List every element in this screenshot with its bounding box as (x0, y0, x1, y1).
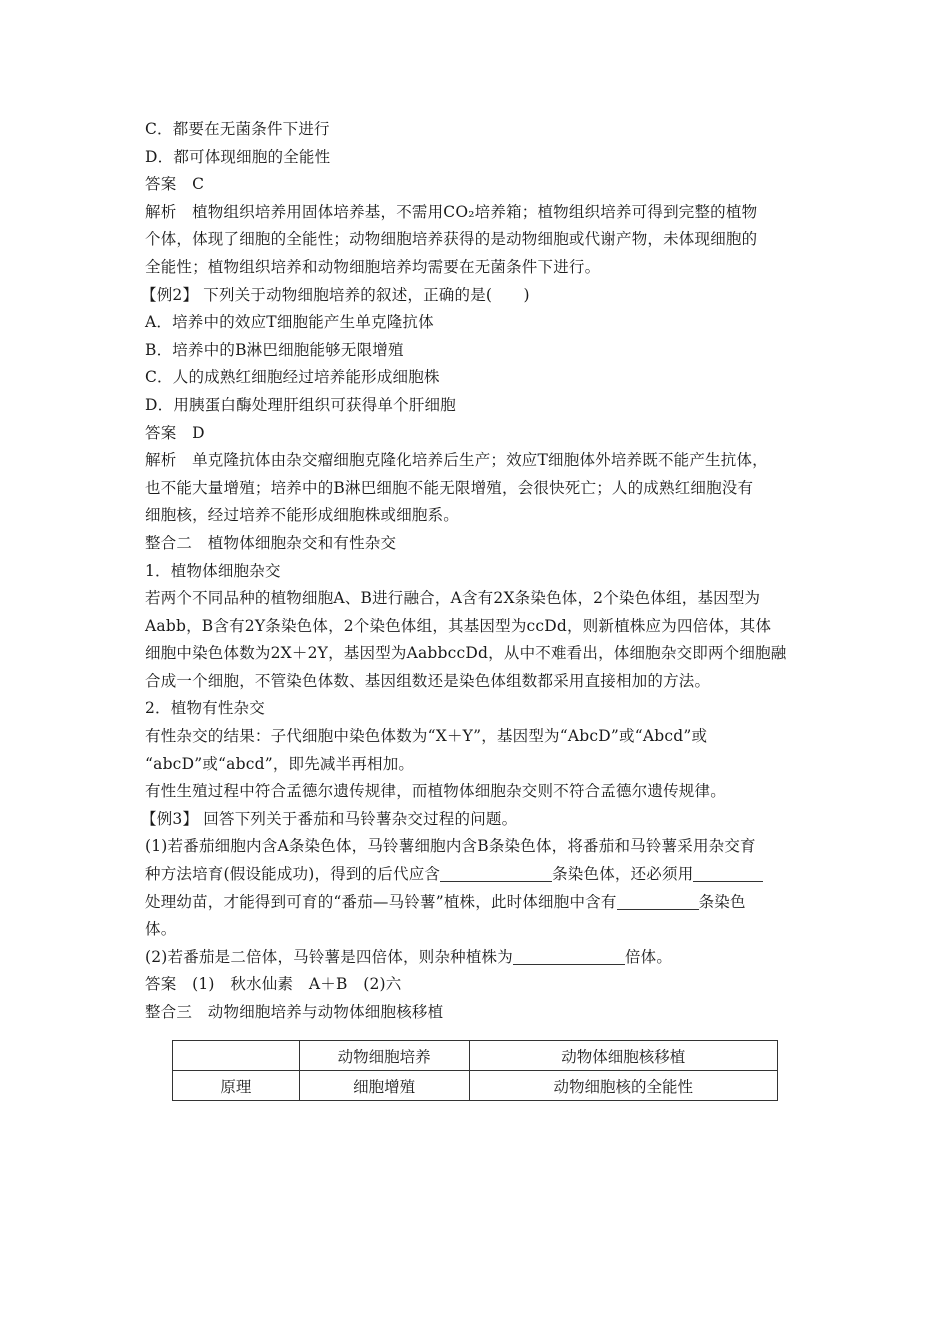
answer-1: 答案 C (145, 175, 205, 194)
comparison-table (172, 1040, 778, 1101)
sexual-hybrid-line2: “abcD”或“abcd”，即先减半再相加。 (145, 754, 415, 773)
example-3-part1-line4: 体。 (145, 920, 177, 939)
analysis-1-line2: 个体，体现了细胞的全能性；动物细胞培养获得的是动物细胞或代谢产物，未体现细胞的 (145, 230, 758, 249)
subsection-2-heading: 2．植物有性杂交 (145, 699, 265, 718)
table-cell: 细胞增殖 (299, 1071, 469, 1101)
answer-blank-2 (693, 863, 763, 882)
table-header-row (173, 1041, 778, 1071)
answer-blank-1 (440, 863, 552, 882)
analysis-1-line3: 全能性；植物组织培养和动物细胞培养均需要在无菌条件下进行。 (145, 257, 601, 276)
somatic-hybrid-line4: 合成一个细胞，不管染色体数、基因组数还是染色体组数都采用直接相加的方法。 (145, 671, 711, 690)
somatic-hybrid-line3: 细胞中染色体数为2X＋2Y，基因型为AabbccDd，从中不难看出，体细胞杂交即两个细胞融 (145, 644, 787, 663)
analysis-2-line3: 细胞核，经过培养不能形成细胞株或细胞系。 (145, 506, 460, 525)
somatic-hybrid-line1: 若两个不同品种的植物细胞A、B进行融合，A含有2X条染色体，2个染色体组，基因型为 (145, 589, 761, 608)
analysis-2-line2: 也不能大量增殖；培养中的B淋巴细胞不能无限增殖，会很快死亡；人的成熟红细胞没有 (145, 478, 754, 497)
example-2-option-a: A．培养中的效应T细胞能产生单克隆抗体 (145, 313, 434, 332)
example-3-part1-line3: 处理幼苗，才能得到可育的“番茄—马铃薯”植株，此时体细胞中含有 条染色 (145, 892, 746, 911)
sexual-hybrid-line3: 有性生殖过程中符合孟德尔遗传规律，而植物体细胞杂交则不符合孟德尔遗传规律。 (145, 782, 726, 801)
option-d: D．都可体现细胞的全能性 (145, 147, 331, 166)
example-3-part1-line2: 种方法培育(假设能成功)，得到的后代应含 条染色体，还必须用 (145, 861, 815, 889)
table-header-cell (173, 1041, 300, 1071)
analysis-1-line1: 解析 植物组织培养用固体培养基，不需用CO₂培养箱；植物组织培养可得到完整的植物 (145, 202, 758, 221)
example-2-option-d: D．用胰蛋白酶处理肝组织可获得单个肝细胞 (145, 395, 456, 414)
table-cell: 原理 (173, 1071, 300, 1101)
answer-2: 答案 D (145, 423, 205, 442)
section-2-heading: 整合二 植物体细胞杂交和有性杂交 (145, 533, 397, 552)
example-2-question: 【例2】 下列关于动物细胞培养的叙述，正确的是( ) (141, 285, 530, 304)
example-3-part1-line1: (1)若番茄细胞内含A条染色体，马铃薯细胞内含B条染色体，将番茄和马铃薯采用杂交育 (145, 837, 756, 856)
table-header-cell: 动物细胞培养 (299, 1041, 469, 1071)
document-body (141, 116, 815, 1027)
option-c: C．都要在无菌条件下进行 (145, 120, 330, 138)
somatic-hybrid-line2: Aabb，B含有2Y条染色体，2个染色体组，其基因型为ccDd，则新植株应为四倍体，其体 (145, 616, 772, 635)
example-3-part2: (2)若番茄是二倍体，马铃薯是四倍体，则杂种植株为 倍体。 (145, 947, 673, 966)
example-2-option-b: B．培养中的B淋巴细胞能够无限增殖 (145, 340, 404, 359)
table-row (173, 1071, 778, 1101)
answer-blank-4 (513, 946, 625, 965)
analysis-2-line1: 解析 单克隆抗体由杂交瘤细胞克隆化培养后生产；效应T细胞体外培养既不能产生抗体， (145, 451, 768, 470)
example-2-option-c: C．人的成熟红细胞经过培养能形成细胞株 (145, 368, 440, 387)
answer-3: 答案 (1) 秋水仙素 A＋B (2)六 (145, 975, 402, 994)
answer-blank-3 (617, 891, 699, 910)
sexual-hybrid-line1: 有性杂交的结果：子代细胞中染色体数为“X＋Y”，基因型为“AbcD”或“Abcd”或 (145, 727, 708, 746)
table-cell: 动物细胞核的全能性 (469, 1071, 777, 1101)
subsection-1-heading: 1．植物体细胞杂交 (145, 561, 281, 580)
table-header-cell: 动物体细胞核移植 (469, 1041, 777, 1071)
example-3-question: 【例3】 回答下列关于番茄和马铃薯杂交过程的问题。 (141, 809, 518, 828)
section-3-heading: 整合三 动物细胞培养与动物体细胞核移植 (145, 1003, 444, 1021)
